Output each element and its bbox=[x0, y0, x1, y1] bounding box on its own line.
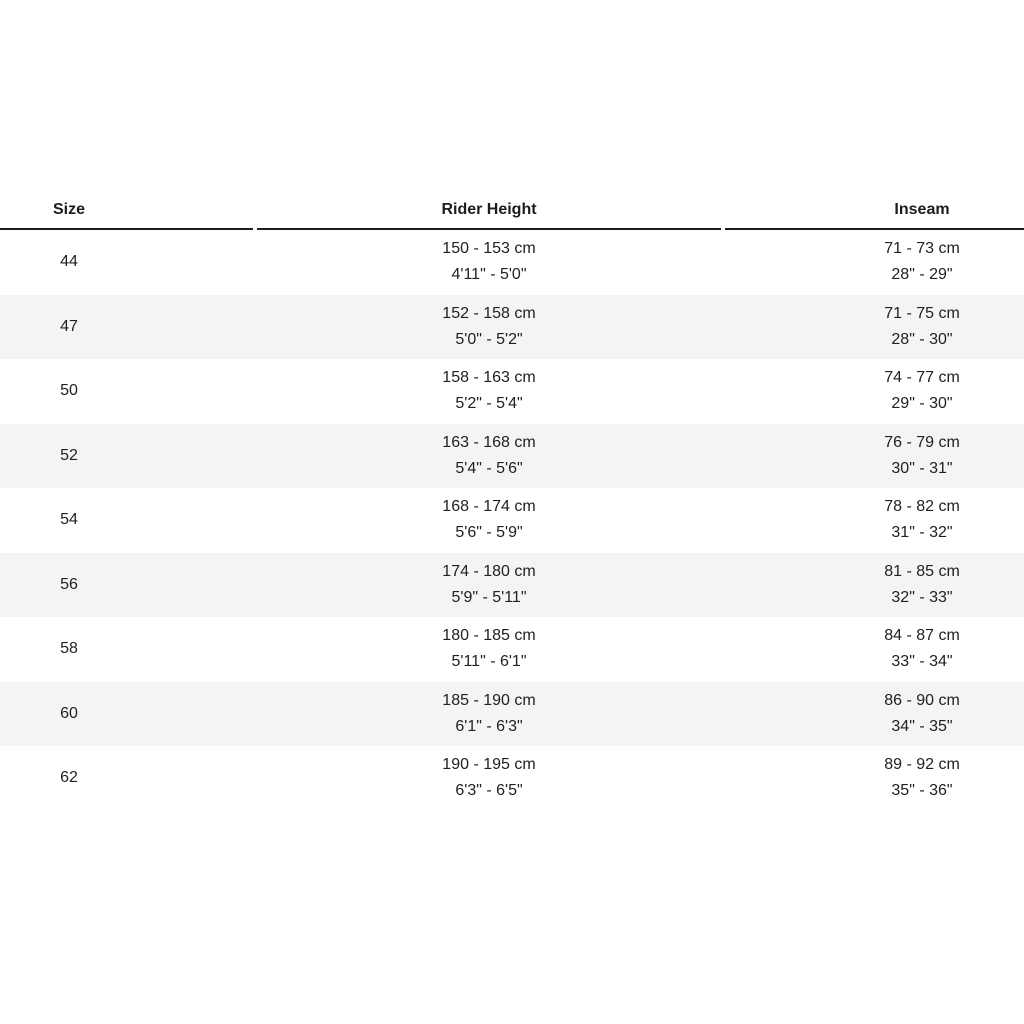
rider-height-cell bbox=[257, 688, 721, 740]
rider-height-cell bbox=[257, 494, 721, 546]
rider-height-ftin: 4'11" - 5'0" bbox=[451, 266, 527, 284]
table-row bbox=[0, 424, 1024, 489]
rider-height-cm: 185 - 190 cm bbox=[442, 691, 536, 709]
inseam-cell bbox=[725, 752, 1024, 804]
rider-height-ftin: 5'6" - 5'9" bbox=[455, 524, 523, 542]
table-row bbox=[0, 359, 1024, 424]
rider-height-ftin: 5'4" - 5'6" bbox=[455, 459, 523, 477]
inseam-cm: 71 - 73 cm bbox=[884, 240, 960, 258]
size-cell: 56 bbox=[60, 575, 78, 593]
size-chart-table bbox=[0, 188, 1024, 811]
table-row bbox=[0, 295, 1024, 360]
inseam-in: 29" - 30" bbox=[891, 395, 953, 413]
inseam-cm: 81 - 85 cm bbox=[884, 562, 960, 580]
size-cell: 58 bbox=[60, 640, 78, 658]
rider-height-cm: 150 - 153 cm bbox=[442, 240, 536, 258]
column-header-size: Size bbox=[0, 188, 253, 230]
inseam-in: 31" - 32" bbox=[891, 524, 953, 542]
rider-height-cell bbox=[257, 301, 721, 353]
inseam-cell bbox=[725, 236, 1024, 288]
inseam-cm: 78 - 82 cm bbox=[884, 498, 960, 516]
inseam-cell bbox=[725, 559, 1024, 611]
table-row bbox=[0, 230, 1024, 295]
inseam-cm: 76 - 79 cm bbox=[884, 433, 960, 451]
inseam-cell bbox=[725, 494, 1024, 546]
inseam-cell bbox=[725, 623, 1024, 675]
rider-height-ftin: 5'2" - 5'4" bbox=[455, 395, 523, 413]
rider-height-cm: 152 - 158 cm bbox=[442, 304, 536, 322]
inseam-cell bbox=[725, 688, 1024, 740]
table-row bbox=[0, 746, 1024, 811]
inseam-cell bbox=[725, 365, 1024, 417]
rider-height-ftin: 6'3" - 6'5" bbox=[455, 782, 523, 800]
table-row bbox=[0, 488, 1024, 553]
size-cell: 54 bbox=[60, 511, 78, 529]
rider-height-cm: 163 - 168 cm bbox=[442, 433, 536, 451]
rider-height-ftin: 5'11" - 6'1" bbox=[451, 653, 527, 671]
inseam-in: 32" - 33" bbox=[891, 588, 953, 606]
inseam-cm: 71 - 75 cm bbox=[884, 304, 960, 322]
rider-height-cell bbox=[257, 430, 721, 482]
inseam-cell bbox=[725, 301, 1024, 353]
column-header-inseam: Inseam bbox=[725, 188, 1024, 230]
inseam-cm: 86 - 90 cm bbox=[884, 691, 960, 709]
inseam-cm: 84 - 87 cm bbox=[884, 627, 960, 645]
rider-height-ftin: 6'1" - 6'3" bbox=[455, 717, 523, 735]
rider-height-cell bbox=[257, 236, 721, 288]
inseam-in: 35" - 36" bbox=[891, 782, 953, 800]
size-cell: 60 bbox=[60, 704, 78, 722]
rider-height-ftin: 5'0" - 5'2" bbox=[455, 330, 523, 348]
size-cell: 47 bbox=[60, 317, 78, 335]
inseam-in: 28" - 29" bbox=[891, 266, 953, 284]
table-header-row bbox=[0, 188, 1024, 230]
table-row bbox=[0, 682, 1024, 747]
inseam-cm: 89 - 92 cm bbox=[884, 756, 960, 774]
inseam-cm: 74 - 77 cm bbox=[884, 369, 960, 387]
size-cell: 52 bbox=[60, 446, 78, 464]
rider-height-cell bbox=[257, 623, 721, 675]
rider-height-cell bbox=[257, 365, 721, 417]
rider-height-cm: 168 - 174 cm bbox=[442, 498, 536, 516]
rider-height-cm: 174 - 180 cm bbox=[442, 562, 536, 580]
inseam-in: 34" - 35" bbox=[891, 717, 953, 735]
column-header-rider-height: Rider Height bbox=[257, 188, 721, 230]
size-cell: 62 bbox=[60, 769, 78, 787]
rider-height-cm: 158 - 163 cm bbox=[442, 369, 536, 387]
inseam-cell bbox=[725, 430, 1024, 482]
rider-height-cell bbox=[257, 559, 721, 611]
rider-height-cm: 180 - 185 cm bbox=[442, 627, 536, 645]
inseam-in: 33" - 34" bbox=[891, 653, 953, 671]
rider-height-cell bbox=[257, 752, 721, 804]
size-cell: 44 bbox=[60, 253, 78, 271]
table-row bbox=[0, 553, 1024, 618]
inseam-in: 28" - 30" bbox=[891, 330, 953, 348]
size-cell: 50 bbox=[60, 382, 78, 400]
inseam-in: 30" - 31" bbox=[891, 459, 953, 477]
rider-height-cm: 190 - 195 cm bbox=[442, 756, 536, 774]
rider-height-ftin: 5'9" - 5'11" bbox=[451, 588, 527, 606]
table-row bbox=[0, 617, 1024, 682]
